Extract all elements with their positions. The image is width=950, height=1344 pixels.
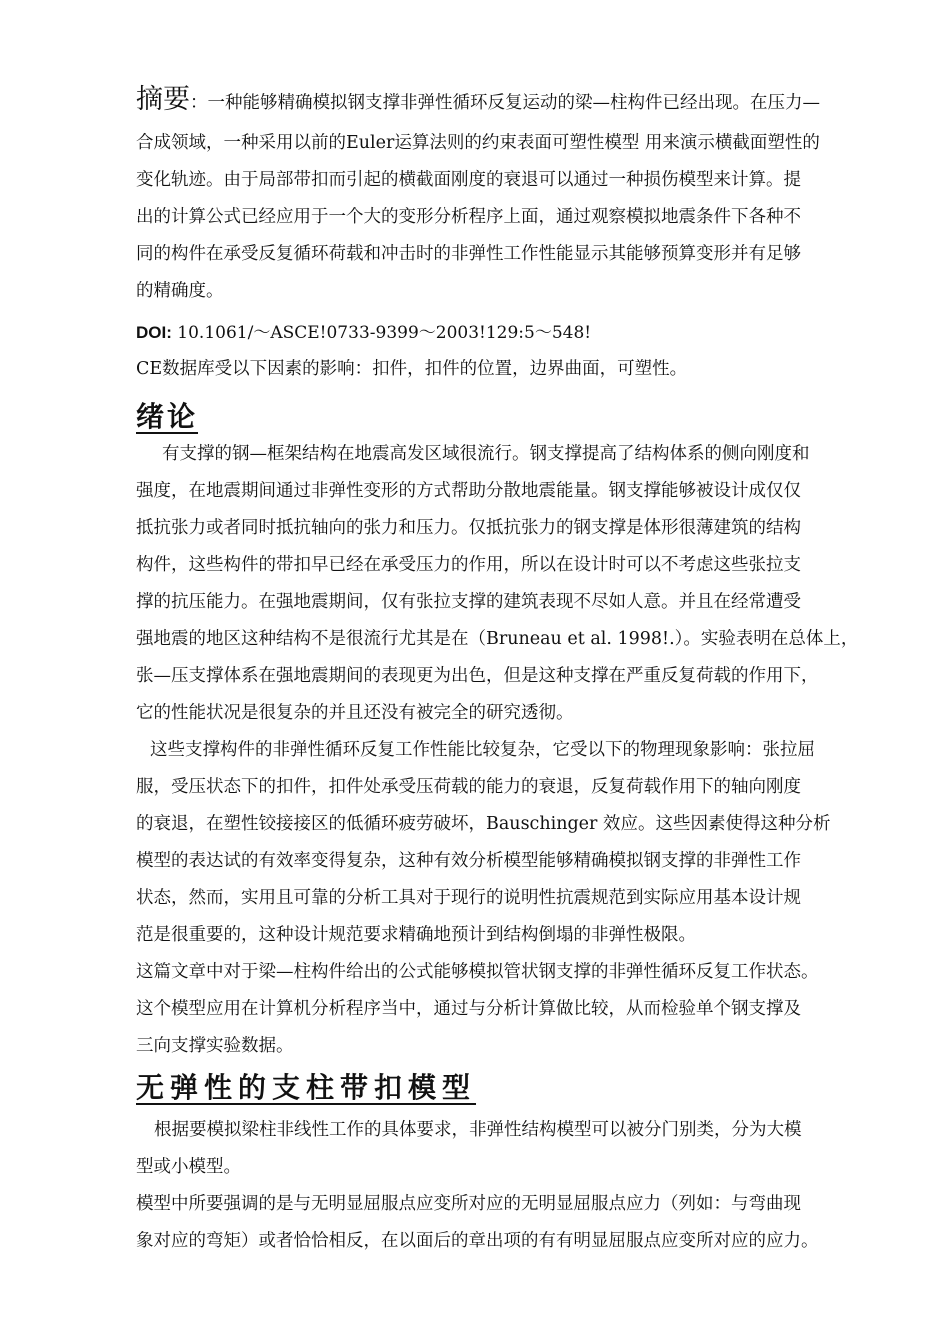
intro-paragraph-3	[136, 954, 886, 1065]
paragraph-line: 构件，这些构件的带扣早已经在承受压力的作用，所以在设计时可以不考虑这些张拉支	[136, 555, 801, 575]
paragraph-line: 范是很重要的，这种设计规范要求精确地预计到结构倒塌的非弹性极限。	[136, 925, 696, 945]
paragraph-line: 强地震的地区这种结构不是很流行尤其是在（Bruneau et al. 1998!.）。实验表明在总体上，	[136, 629, 859, 649]
paragraph-line: 有支撑的钢—框架结构在地震高发区域很流行。钢支撑提高了结构体系的侧向刚度和	[162, 444, 810, 464]
paragraph-line: 三向支撑实验数据。	[136, 1036, 294, 1056]
abstract-colon: ：	[190, 93, 208, 113]
paragraph-line: 象对应的弯矩）或者恰恰相反，在以面后的章出项的有有明显屈服点应变所对应的应力。	[136, 1231, 819, 1251]
model-paragraph-1	[136, 1112, 886, 1186]
doi-label: DOI:	[136, 323, 172, 342]
model-paragraph-2	[136, 1186, 886, 1260]
intro-paragraph-1	[136, 436, 886, 732]
abstract-line: 变化轨迹。由于局部带扣而引起的横截面刚度的衰退可以通过一种损伤模型来计算。提	[136, 170, 801, 190]
abstract-line: 出的计算公式已经应用于一个大的变形分析程序上面，通过观察模拟地震条件下各种不	[136, 207, 801, 227]
paragraph-line: 根据要模拟梁柱非线性工作的具体要求，非弹性结构模型可以被分门别类，分为大模	[154, 1120, 802, 1140]
abstract-first-text: 一种能够精确模拟钢支撑非弹性循环反复运动的梁—柱构件已经出现。在压力—	[207, 93, 820, 113]
section-heading-buckling-model: 无弹性的支柱带扣模型	[136, 1071, 477, 1104]
paragraph-line: 状态，然而，实用且可靠的分析工具对于现行的说明性抗震规范到实际应用基本设计规	[136, 888, 801, 908]
paragraph-line: 模型的表达试的有效率变得复杂，这种有效分析模型能够精确模拟钢支撑的非弹性工作	[136, 851, 801, 871]
doi-value: 10.1061/～ASCE!0733-9399～2003!129:5～548!	[171, 323, 592, 343]
keywords-line: CE数据库受以下因素的影响：扣件，扣件的位置，边界曲面，可塑性。	[136, 359, 688, 379]
abstract-first-line	[136, 78, 886, 125]
paragraph-line: 强度，在地震期间通过非弹性变形的方式帮助分散地震能量。钢支撑能够被设计成仅仅	[136, 481, 801, 501]
paragraph-line: 这些支撑构件的非弹性循环反复工作性能比较复杂，它受以下的物理现象影响：张拉屈	[150, 740, 815, 760]
abstract-line: 同的构件在承受反复循环荷载和冲击时的非弹性工作性能显示其能够预算变形并有足够	[136, 244, 801, 264]
abstract-line: 的精确度。	[136, 281, 224, 301]
paragraph-line: 的衰退，在塑性铰接接区的低循环疲劳破坏，Bauschinger 效应。这些因素使得这种分析	[136, 814, 831, 834]
abstract-section	[136, 78, 886, 310]
paragraph-line: 张—压支撑体系在强地震期间的表现更为出色，但是这种支撑在严重反复荷载的作用下，	[136, 666, 819, 686]
paragraph-line: 这篇文章中对于梁—柱构件给出的公式能够模拟管状钢支撑的非弹性循环反复工作状态。	[136, 962, 819, 982]
paragraph-line: 型或小模型。	[136, 1157, 241, 1177]
doi-line	[136, 316, 886, 350]
abstract-body	[136, 125, 886, 310]
paragraph-line: 这个模型应用在计算机分析程序当中，通过与分析计算做比较，从而检验单个钢支撑及	[136, 999, 801, 1019]
paragraph-line: 撑的抗压能力。在强地震期间，仅有张拉支撑的建筑表现不尽如人意。并且在经常遭受	[136, 592, 801, 612]
paragraph-line: 服，受压状态下的扣件，扣件处承受压荷载的能力的衰退，反复荷载作用下的轴向刚度	[136, 777, 801, 797]
abstract-line: 合成领域，一种采用以前的Euler运算法则的约束表面可塑性模型 用来演示横截面塑性的	[136, 133, 820, 153]
abstract-label: 摘要	[136, 84, 190, 115]
paragraph-line: 抵抗张力或者同时抵抗轴向的张力和压力。仅抵抗张力的钢支撑是体形很薄建筑的结构	[136, 518, 801, 538]
paragraph-line: 模型中所要强调的是与无明显屈服点应变所对应的无明显屈服点应力（列如：与弯曲现	[136, 1194, 801, 1214]
intro-paragraph-2	[136, 732, 886, 954]
section-heading-introduction: 绪论	[136, 400, 199, 433]
paragraph-line: 它的性能状况是很复杂的并且还没有被完全的研究透彻。	[136, 703, 574, 723]
